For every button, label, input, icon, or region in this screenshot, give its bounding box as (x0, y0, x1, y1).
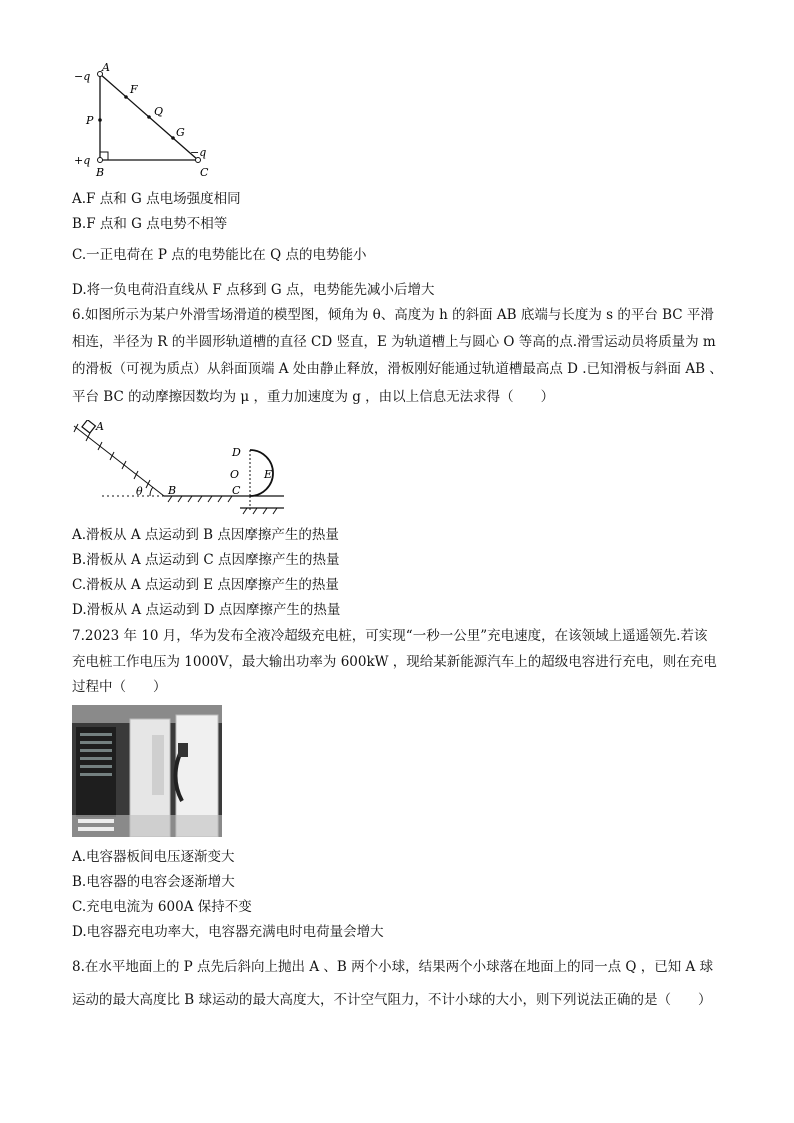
q5-option-b: B.F 点和 G 点电势不相等 (72, 216, 228, 232)
q5-option-d: D.将一负电荷沿直线从 F 点移到 G 点，电势能先减小后增大 (72, 282, 435, 298)
label-qc: −q (190, 146, 207, 159)
q7-stem-line-2: 充电桩工作电压为 1000V，最大输出功率为 600kW ，现给某新能源汽车上的超级电容进行充电，则在充电 (72, 654, 717, 670)
q6-stem-line-2: 相连，半径为 R 的半圆形轨道槽的直径 CD 竖直，E 为轨道槽上与圆心 O 等高的点.滑雪运动员将质量为 m (72, 334, 716, 350)
ski-label-c: C (232, 484, 241, 497)
q6-option-c: C.滑板从 A 点运动到 E 点因摩擦产生的热量 (72, 577, 339, 593)
ski-label-a: A (96, 420, 104, 433)
q6-option-a: A.滑板从 A 点运动到 B 点因摩擦产生的热量 (72, 527, 339, 543)
label-a: A (102, 61, 110, 74)
label-qa: −q (74, 70, 91, 83)
triangle-charge-figure (72, 60, 232, 180)
charge-b-dot (98, 158, 103, 163)
q5-option-a: A.F 点和 G 点电场强度相同 (72, 191, 241, 207)
label-q: Q (154, 105, 164, 118)
q7-stem-line-3: 过程中（ ） (72, 679, 167, 695)
q7-option-b: B.电容器的电容会逐渐增大 (72, 874, 235, 890)
q7-option-c: C.充电电流为 600A 保持不变 (72, 899, 252, 915)
label-c: C (200, 166, 209, 179)
q5-option-c: C.一正电荷在 P 点的电势能比在 Q 点的电势能小 (72, 247, 367, 263)
label-f: F (130, 83, 138, 96)
label-b: B (96, 166, 105, 179)
q6-stem-line-3: 的滑板（可视为质点）从斜面顶端 A 处由静止释放，滑板刚好能通过轨道槽最高点 D .已知滑板与斜面 AB 、 (72, 361, 723, 377)
q7-option-d: D.电容器充电功率大，电容器充满电时电荷量会增大 (72, 924, 384, 940)
ski-label-o: O (230, 468, 240, 481)
q8-stem-line-1: 8.在水平地面上的 P 点先后斜向上抛出 A 、B 两个小球，结果两个小球落在地面上的同一点 Q ，已知 A 球 (72, 959, 714, 975)
charging-pile-photo (72, 705, 222, 837)
q7-option-a: A.电容器板间电压逐渐变大 (72, 849, 235, 865)
q6-stem-line-1: 6.如图所示为某户外滑雪场滑道的模型图，倾角为 θ、高度为 h 的斜面 AB 底端与长度为 s 的平台 BC 平滑 (72, 307, 714, 323)
q6-option-b: B.滑板从 A 点运动到 C 点因摩擦产生的热量 (72, 552, 340, 568)
q8-stem-line-2: 运动的最大高度比 B 球运动的最大高度大，不计空气阻力，不计小球的大小，则下列说法正确的是（ ） (72, 992, 712, 1008)
ski-slope-figure (72, 420, 287, 520)
q6-option-d: D.滑板从 A 点运动到 D 点因摩擦产生的热量 (72, 602, 341, 618)
ski-label-e: E (264, 468, 273, 481)
ski-label-b: B (168, 484, 177, 497)
label-p: P (86, 114, 94, 127)
ski-label-theta: θ (136, 485, 143, 498)
q6-stem-line-4: 平台 BC 的动摩擦因数均为 μ ，重力加速度为 g ，由以上信息无法求得（ ） (72, 389, 555, 405)
label-g: G (176, 126, 185, 139)
q7-stem-line-1: 7.2023 年 10 月，华为发布全液冷超级充电桩，可实现“一秒一公里”充电速度，在该领域上遥遥领先.若该 (72, 628, 708, 644)
ski-label-d: D (232, 446, 241, 459)
label-qb: +q (74, 154, 91, 167)
